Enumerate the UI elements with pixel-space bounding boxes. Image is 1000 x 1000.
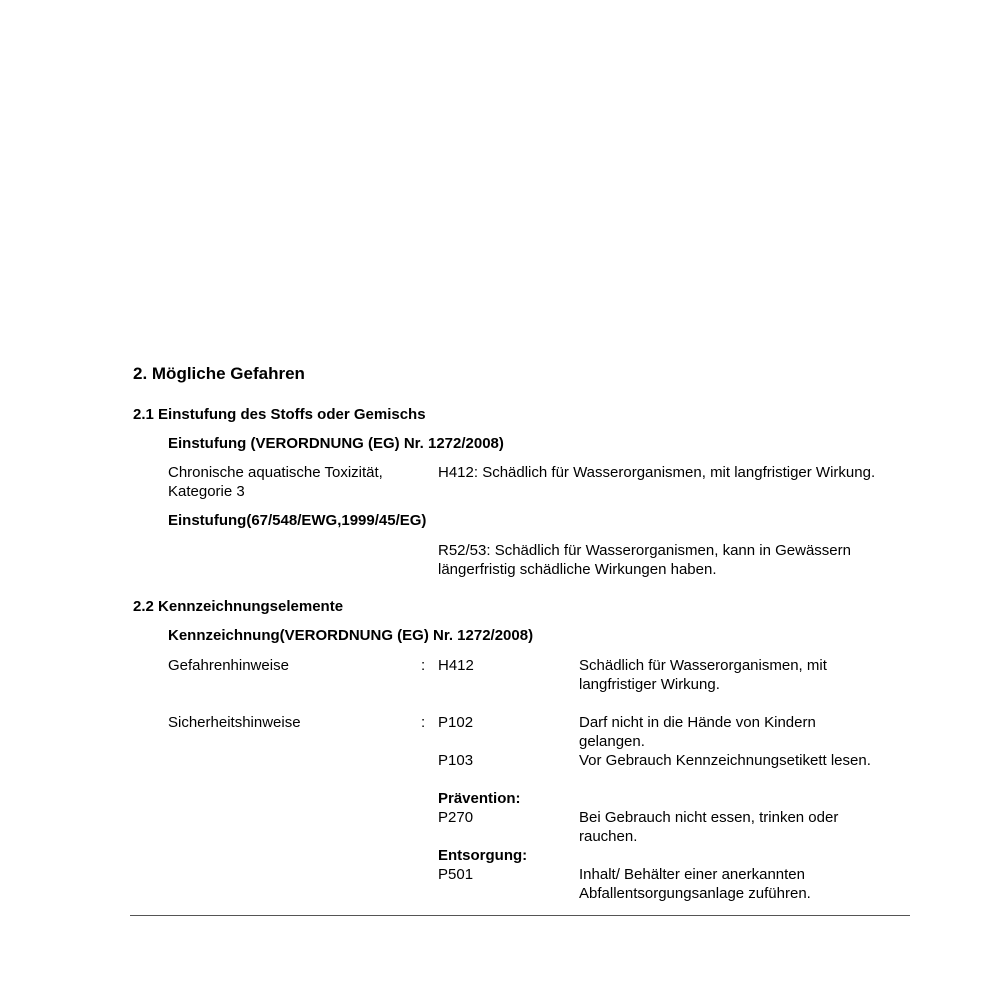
clp-classification-heading: Einstufung (VERORDNUNG (EG) Nr. 1272/2008)	[168, 435, 504, 452]
precautionary-statement-code: P102	[438, 714, 474, 731]
precautionary-statement-text: Bei Gebrauch nicht essen, trinken oder rauchen.	[579, 809, 839, 845]
dsd-classification-heading: Einstufung(67/548/EWG,1999/45/EG)	[168, 512, 427, 529]
footer-divider	[130, 915, 910, 916]
disposal-heading: Entsorgung:	[438, 847, 528, 864]
clp-hazard-class: Chronische aquatische Toxizität, Kategorie 3	[168, 464, 383, 500]
precautionary-statement-text: Darf nicht in die Hände von Kindern gelangen.	[579, 714, 816, 750]
hazard-statements-label: Gefahrenhinweise	[168, 657, 289, 674]
precautionary-statement-text: Inhalt/ Behälter einer anerkannten Abfallentsorgungsanlage zuführen.	[579, 866, 811, 902]
section-title: 2. Mögliche Gefahren	[133, 364, 305, 383]
precautionary-statement-code: P270	[438, 809, 474, 826]
hazard-statement-code: H412	[438, 657, 474, 674]
prevention-heading: Prävention:	[438, 790, 521, 807]
precautionary-statement-code: P501	[438, 866, 474, 883]
precautionary-statements-label: Sicherheitshinweise	[168, 714, 301, 731]
hazard-statement-text: Schädlich für Wasserorganismen, mit langfristiger Wirkung.	[579, 657, 827, 693]
dsd-risk-phrase: R52/53: Schädlich für Wasserorganismen, kann in Gewässern längerfristig schädliche Wirkungen haben.	[438, 542, 851, 578]
labelling-heading: 2.2 Kennzeichnungselemente	[133, 598, 344, 615]
clp-hazard-statement: H412: Schädlich für Wasserorganismen, mit langfristiger Wirkung.	[438, 464, 876, 481]
precautionary-statement-text: Vor Gebrauch Kennzeichnungsetikett lesen.	[579, 752, 871, 769]
field-separator: :	[421, 657, 426, 674]
clp-labelling-heading: Kennzeichnung(VERORDNUNG (EG) Nr. 1272/2008)	[168, 627, 534, 644]
classification-heading: 2.1 Einstufung des Stoffs oder Gemischs	[133, 406, 426, 423]
precautionary-statement-code: P103	[438, 752, 474, 769]
field-separator: :	[421, 714, 426, 731]
